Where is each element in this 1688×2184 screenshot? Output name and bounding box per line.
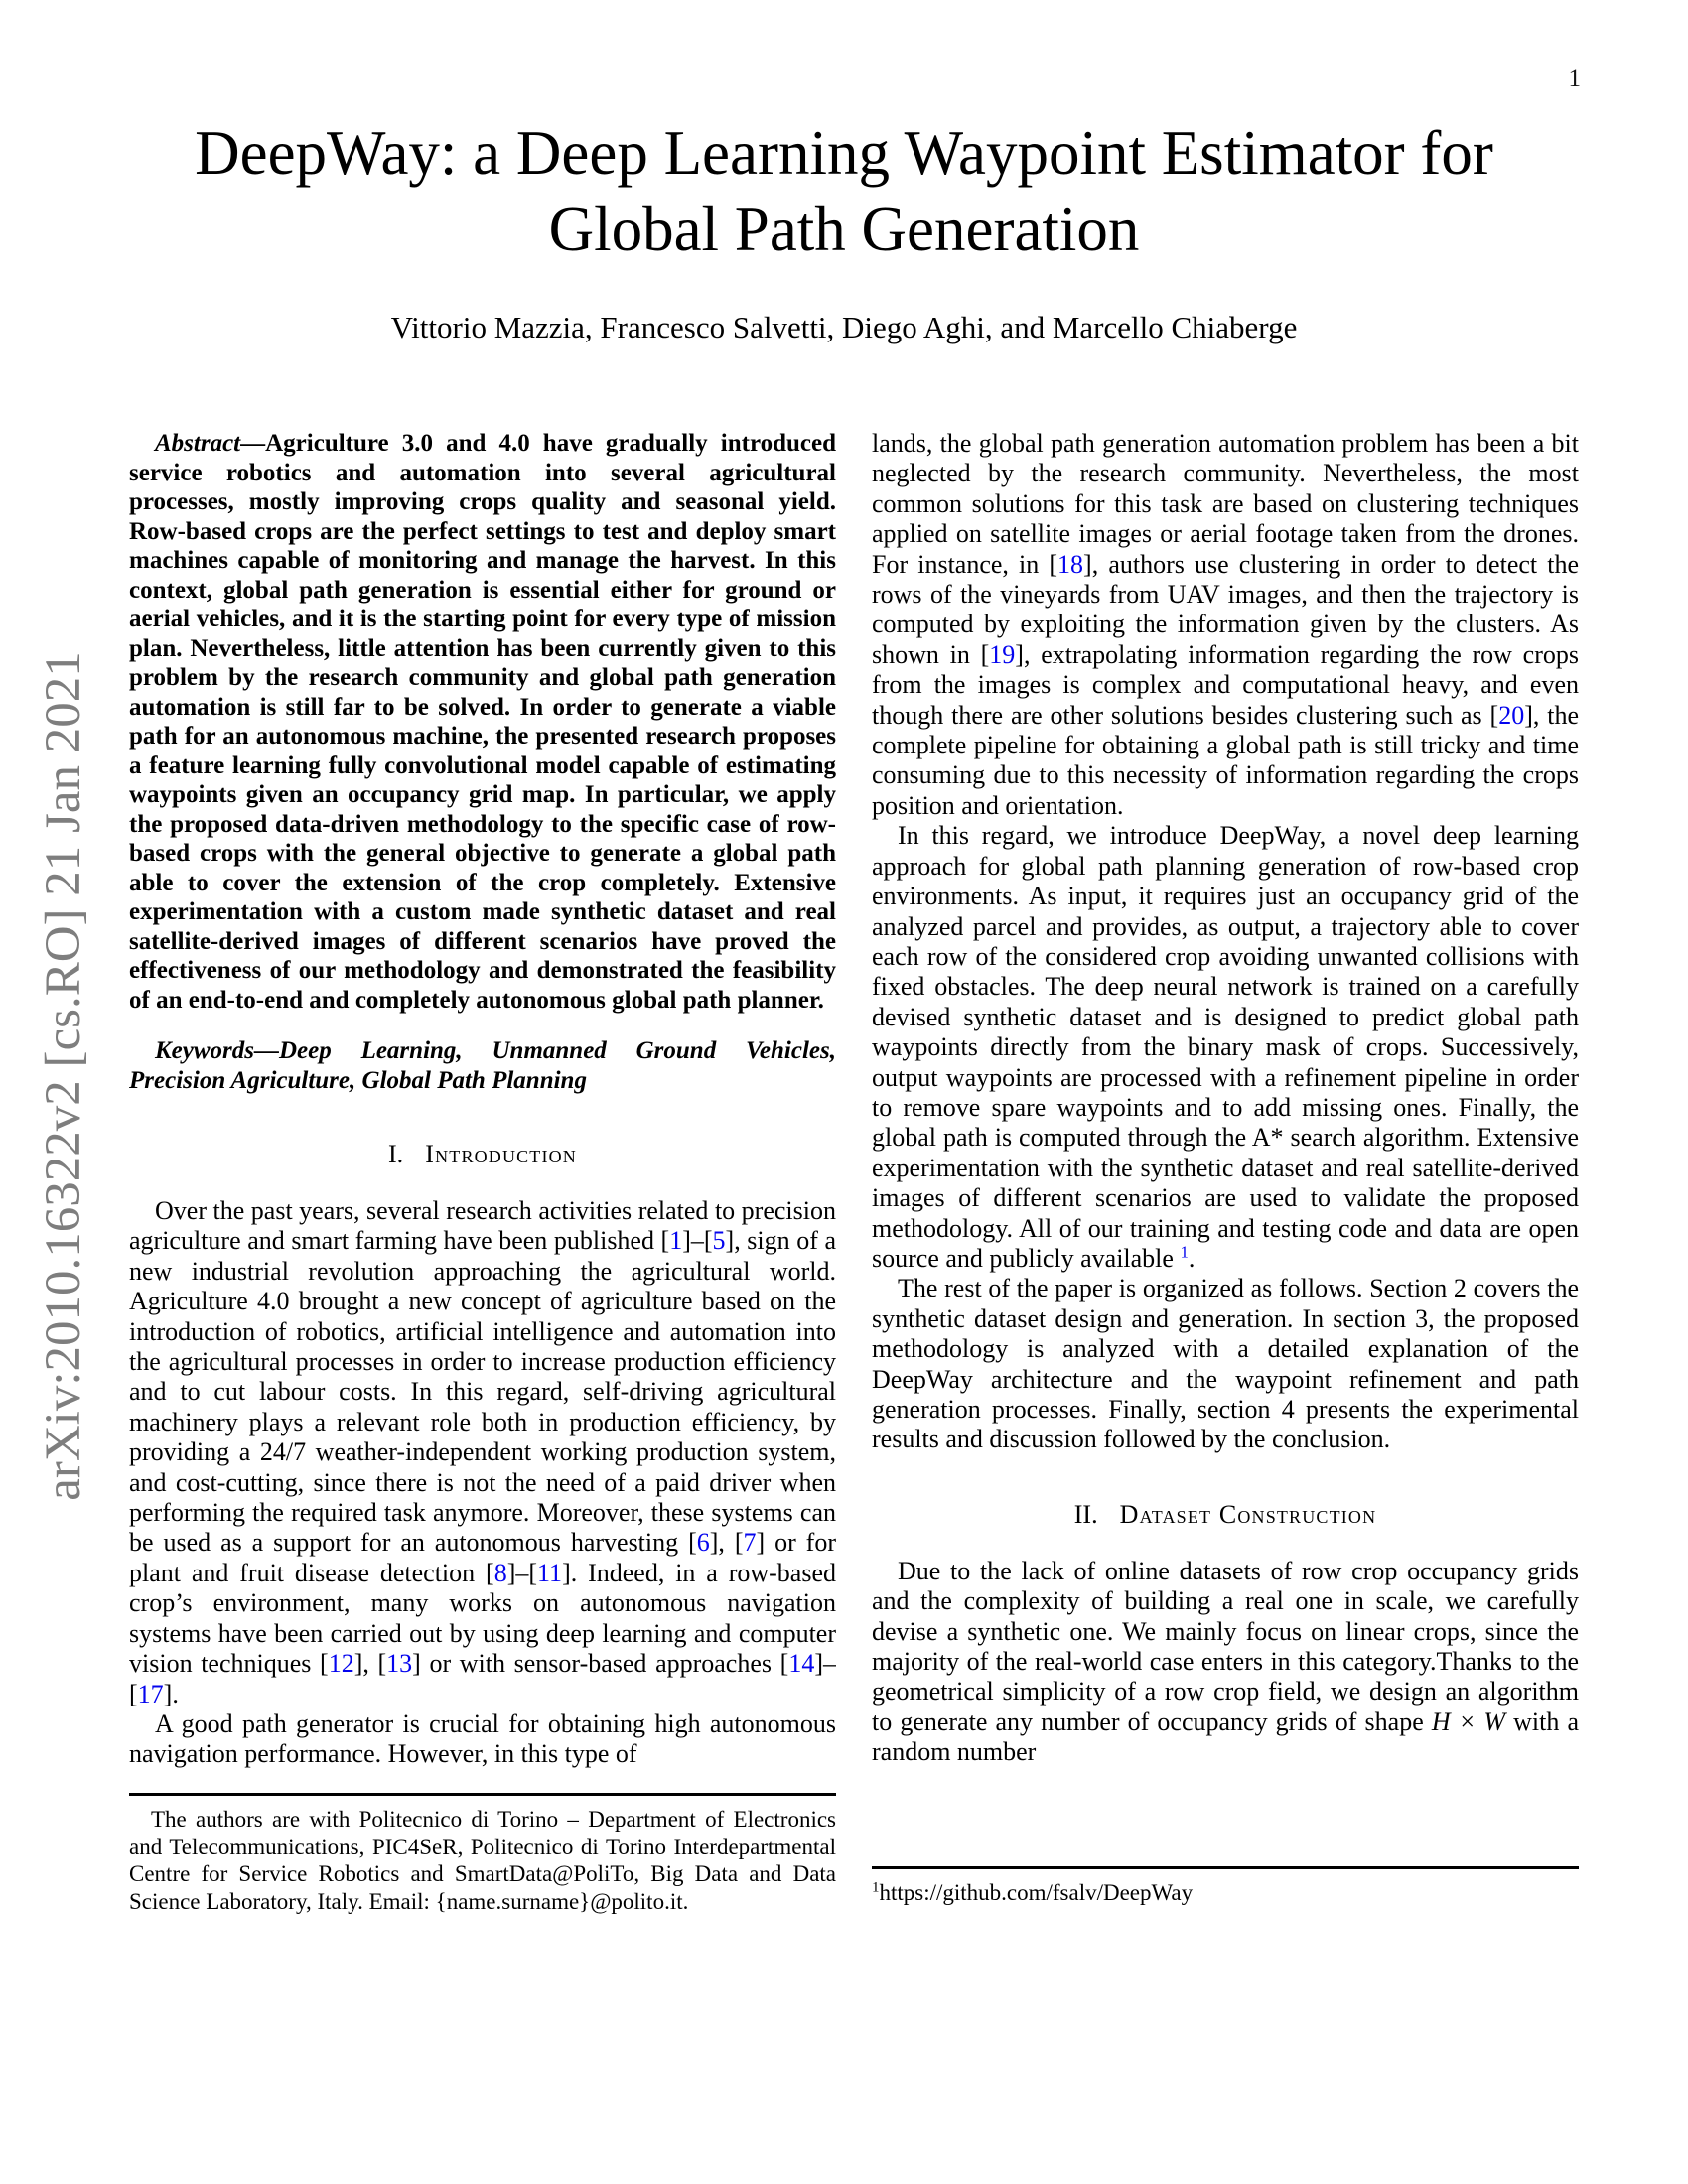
intro-paragraph-1: Over the past years, several research activities related to precision agriculture and smart farming have been published [1]–[5], sign of a new industrial revolution approaching the agricultural world. Agriculture 4.0 brought a new concept of agriculture based on the introduction of robotics, artificial intelligence and automation into the agricultural processes in order to increase production efficiency and to cut labour costs. In this regard, self-driving agricultural machinery plays a relevant role both in production efficiency, by providing a 24/7 weather-independent working production system, and cost-cutting, since there is not the need of a paid driver when performing the required task anymore. Moreover, these systems can be used as a support for an autonomous harvesting [6], [7] or for plant and fruit disease detection [8]–[11]. Indeed, in a row-based crop’s environment, many works on autonomous navigation systems have been carried out by using deep learning and computer vision techniques [12], [13] or with sensor-based approaches [14]–[17]. <box>129 1196 836 1708</box>
left-column <box>129 429 836 1791</box>
keywords-label: Keywords <box>155 1037 254 1064</box>
citation-link[interactable]: 13 <box>386 1649 413 1679</box>
citation-link[interactable]: 17 <box>137 1679 164 1708</box>
math-h-times-w: H × W <box>1431 1706 1506 1736</box>
section-heading-dataset-construction <box>872 1499 1579 1531</box>
footnote-rule <box>129 1793 836 1796</box>
github-footnote-marker: 1 <box>872 1879 880 1896</box>
intro-paragraph-4: The rest of the paper is organized as follows. Section 2 covers the synthetic dataset design and generation. In section 3, the proposed methodology is analyzed with a detailed explanation of the DeepWay architecture and the waypoint refinement and path generation processes. Finally, section 4 presents the experimental results and discussion followed by the conclusion. <box>872 1274 1579 1454</box>
keywords-dash: — <box>254 1037 279 1064</box>
citation-link[interactable]: 14 <box>788 1649 815 1679</box>
right-column <box>872 429 1579 1862</box>
intro-paragraph-3-text: In this regard, we introduce DeepWay, a novel deep learning approach for global path planning generation of row-based crop environments. As input, it requires just an occupancy grid of the analyzed parcel and provides, as output, a trajectory able to cover each row of the considered crop avoiding unwanted collisions with fixed obstacles. The deep neural network is trained on a carefully devised synthetic dataset and is designed to predict global path waypoints directly from the binary mask of crops. Successively, output waypoints are processed with a refinement pipeline in order to remove spare waypoints and to add missing ones. Finally, the global path is computed through the A* search algorithm. Extensive experimentation with the synthetic dataset and real satellite-derived images of different scenarios are used to validate the proposed methodology. All of our training and testing code and data are open source and publicly available <box>872 821 1579 1273</box>
github-footnote-text <box>872 1879 1579 1907</box>
intro-paragraph-3 <box>872 821 1579 1274</box>
citation-link[interactable]: 18 <box>1057 549 1084 579</box>
citation-link[interactable]: 8 <box>493 1558 507 1587</box>
affiliation-footnote <box>129 1793 836 1915</box>
github-url-link[interactable]: https://github.com/fsalv/DeepWay <box>879 1880 1194 1905</box>
footnote-rule <box>872 1866 1579 1869</box>
section-title: Dataset Construction <box>1119 1499 1377 1529</box>
dataset-paragraph-1-text: Due to the lack of online datasets of row crop occupancy grids and the complexity of building a real one in scale, we carefully devise a synthetic one. We mainly focus on linear crops, since the majority of the real-world case enters in this category.Thanks to the geometrical simplicity of a row crop field, we design an algorithm to generate any number of occupancy grids of shape <box>872 1556 1579 1736</box>
arxiv-stamp: arXiv:2010.16322v2 [cs.RO] 21 Jan 2021 <box>36 651 91 1501</box>
intro-paragraph-3-tail: . <box>1188 1243 1196 1273</box>
citation-link[interactable]: 5 <box>712 1226 726 1256</box>
github-footnote <box>872 1866 1579 1907</box>
citation-link[interactable]: 20 <box>1498 700 1525 730</box>
citation-link[interactable]: 1 <box>669 1226 683 1256</box>
abstract-text: Agriculture 3.0 and 4.0 have gradually introduced service robotics and automation into several agricultural processes, mostly improving crops quality and seasonal yield. Row-based crops are the perfect settings to test and deploy smart machines capable of monitoring and manage the harvest. In this context, global path generation is essential either for ground or aerial vehicles, and it is the starting point for every type of mission plan. Nevertheless, little attention has been currently given to this problem by the research community and global path generation automation is still far to be solved. In order to generate a viable path for an autonomous machine, the presented research proposes a feature learning fully convolutional model capable of estimating waypoints given an occupancy grid map. In particular, we apply the proposed data-driven methodology to the specific case of row-based crops with the general objective to generate a global path able to cover the extension of the crop completely. Extensive experimentation with a custom made synthetic dataset and real satellite-derived images of different scenarios have proved the effectiveness of our methodology and demonstrated the feasibility of an end-to-end and completely autonomous global path planner. <box>129 430 836 1014</box>
paper-authors: Vittorio Mazzia, Francesco Salvetti, Diego Aghi, and Marcello Chiaberge <box>390 310 1298 344</box>
citation-link[interactable]: 6 <box>696 1528 710 1558</box>
citation-link[interactable]: 12 <box>328 1649 354 1679</box>
keywords-paragraph <box>129 1036 836 1095</box>
page-number: 1 <box>1568 66 1581 92</box>
abstract-label: Abstract <box>155 430 241 457</box>
affiliation-footnote-text: The authors are with Politecnico di Torino – Department of Electronics and Telecommunications, PIC4SeR, Politecnico di Torino Interdepartmental Centre for Service Robotics and SmartData@PoliTo, Big Data and Data Science Laboratory, Italy. Email: {name.surname}@polito.it. <box>129 1807 836 1914</box>
intro-paragraph-2-continued: lands, the global path generation automation problem has been a bit neglected by the research community. Nevertheless, the most common solutions for this task are based on clustering techniques applied on satellite images or aerial footage taken from the drones. For instance, in [18], authors use clustering in order to detect the rows of the vineyards from UAV images, and then the trajectory is computed by exploiting the information given by the clusters. As shown in [19], extrapolating information regarding the row crops from the images is complex and computational heavy, and even though there are other solutions besides clustering such as [20], the complete pipeline for obtaining a global path is still tricky and time consuming due to this necessity of information regarding the crops position and orientation. <box>872 429 1579 820</box>
footnote-marker-link[interactable]: 1 <box>1180 1242 1189 1262</box>
keywords-text: Deep Learning, Unmanned Ground Vehicles, Precision Agriculture, Global Path Planning <box>129 1037 836 1094</box>
paper-title: DeepWay: a Deep Learning Waypoint Estimator for Global Path Generation <box>195 118 1493 264</box>
section-number: II. <box>1073 1499 1098 1529</box>
citation-link[interactable]: 19 <box>989 639 1016 669</box>
dataset-paragraph-1 <box>872 1557 1579 1768</box>
section-heading-introduction <box>129 1139 836 1170</box>
citation-link[interactable]: 7 <box>743 1528 757 1558</box>
intro-paragraph-2: A good path generator is crucial for obtaining high autonomous navigation performance. However, in this type of <box>129 1708 836 1769</box>
citation-link[interactable]: 11 <box>537 1558 563 1587</box>
section-number: I. <box>388 1140 404 1168</box>
section-title: Introduction <box>425 1140 577 1168</box>
dataset-paragraph-1-tail: with a random number <box>872 1706 1579 1767</box>
abstract-dash: — <box>240 430 266 457</box>
abstract-paragraph <box>129 429 836 1015</box>
